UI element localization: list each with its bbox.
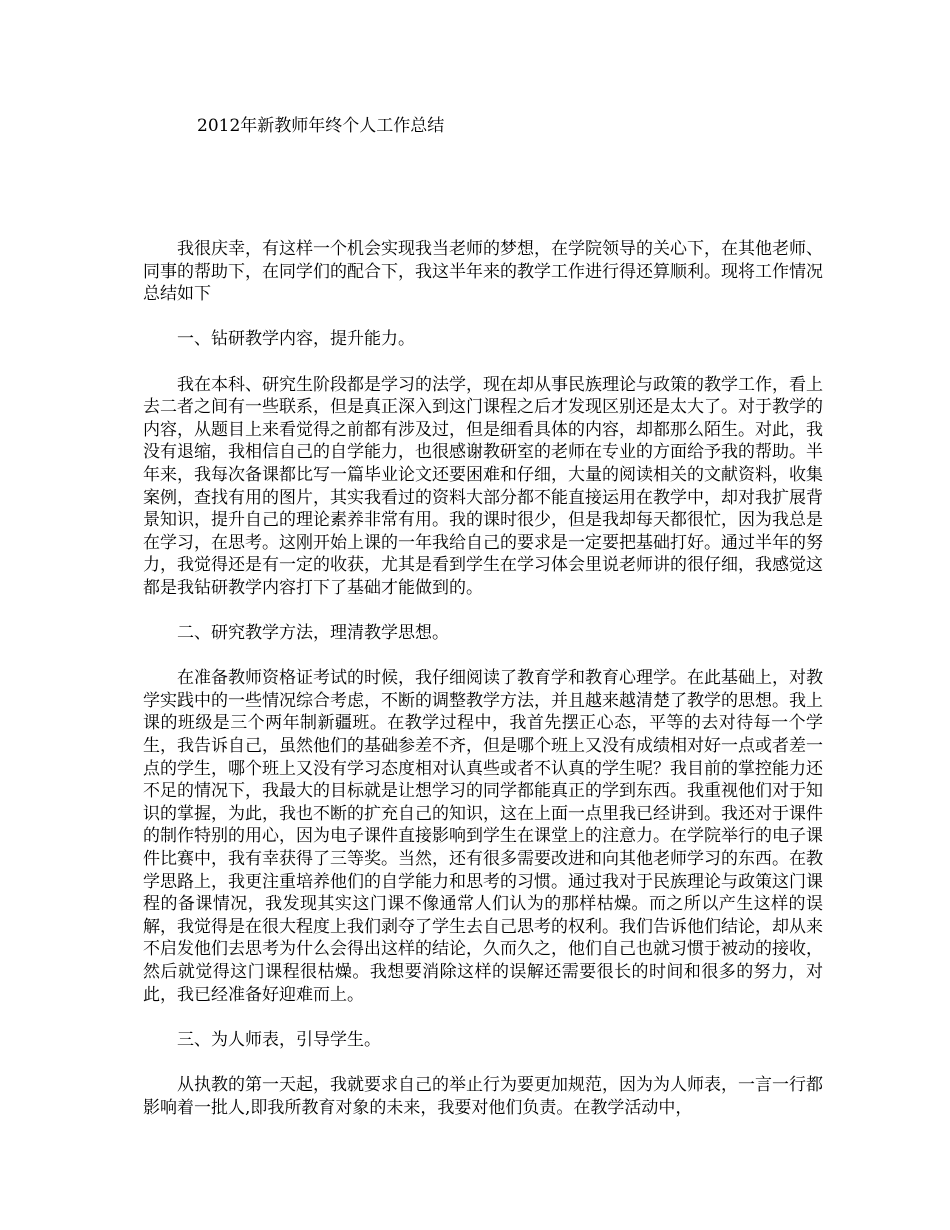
section-1-paragraph: 我在本科、研究生阶段都是学习的法学，现在却从事民族理论与政策的教学工作，看上去二者之间有一些联系，但是真正深入到这门课程之后才发现区别还是太大了。对于教学的内容，从题目上来看觉得之前都有涉及过，但是细看具体的内容，却都那么陌生。对此，我没有退缩，我相信自己的自学能力，也很感谢教研室的老师在专业的方面给予我的帮助。半年来，我每次备课都比写一篇毕业论文还要困难和仔细，大量的阅读相关的文献资料，收集案例，查找有用的图片，其实我看过的资料大部分都不能直接运用在教学中，却对我扩展背景知识，提升自己的理论素养非常有用。我的课时很少，但是我却每天都很忙，因为我总是在学习，在思考。这刚开始上课的一年我给自己的要求是一定要把基础打好。通过半年的努力，我觉得还是有一定的收获，尤其是看到学生在学习体会里说老师讲的很仔细，我感觉这都是我钻研教学内容打下了基础才能做到的。 <box>143 374 823 598</box>
intro-paragraph: 我很庆幸，有这样一个机会实现我当老师的梦想，在学院领导的关心下，在其他老师、同事的帮助下，在同学们的配合下，我这半年来的教学工作进行得还算顺利。现将工作情况总结如下 <box>143 239 823 305</box>
section-2-heading: 二、研究教学方法，理清教学思想。 <box>177 623 449 644</box>
section-3-heading: 三、为人师表，引导学生。 <box>177 1029 381 1050</box>
document-title: 2012年新教师年终个人工作总结 <box>197 116 445 136</box>
section-2-paragraph: 在准备教师资格证考试的时候，我仔细阅读了教育学和教育心理学。在此基础上，对教学实践中的一些情况综合考虑，不断的调整教学方法，并且越来越清楚了教学的思想。我上课的班级是三个两年制新疆班。在教学过程中，我首先摆正心态，平等的去对待每一个学生，我告诉自己，虽然他们的基础参差不齐，但是哪个班上又没有成绩相对好一点或者差一点的学生，哪个班上又没有学习态度相对认真些或者不认真的学生呢？我目前的掌控能力还不足的情况下，我最大的目标就是让想学习的同学都能真正的学到东西。我重视他们对于知识的掌握，为此，我也不断的扩充自己的知识，这在上面一点里我已经讲到。我还对于课件的制作特别的用心，因为电子课件直接影响到学生在课堂上的注意力。在学院举行的电子课件比赛中，我有幸获得了三等奖。当然，还有很多需要改进和向其他老师学习的东西。在教学思路上，我更注重培养他们的自学能力和思考的习惯。通过我对于民族理论与政策这门课程的备课情况，我发现其实这门课不像通常人们认为的那样枯燥。而之所以产生这样的误解，我觉得是在很大程度上我们剥夺了学生去自己思考的权利。我们告诉他们结论，却从来不启发他们去思考为什么会得出这样的结论，久而久之，他们自己也就习惯于被动的接收，然后就觉得这门课程很枯燥。我想要消除这样的误解还需要很长的时间和很多的努力，对此，我已经准备好迎难而上。 <box>143 668 823 1005</box>
document-body <box>143 238 823 1142</box>
section-1-heading: 一、钻研教学内容，提升能力。 <box>177 329 415 350</box>
section-3-paragraph: 从执教的第一天起，我就要求自己的举止行为要更加规范，因为为人师表，一言一行都影响着一批人,即我所教育对象的未来，我要对他们负责。在教学活动中， <box>143 1074 823 1118</box>
